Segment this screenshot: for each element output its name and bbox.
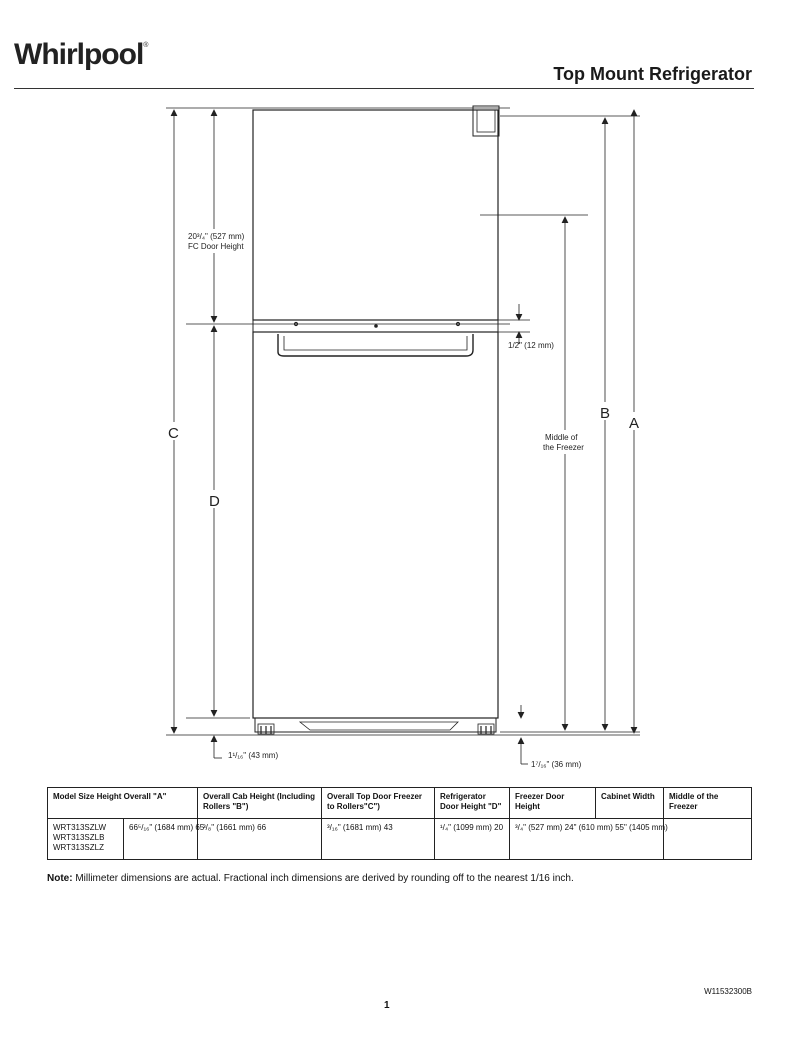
- letter-c: C: [168, 425, 179, 442]
- cell-middle-freezer: [664, 819, 752, 860]
- header-freezer-door-height: Freezer Door Height: [510, 788, 596, 819]
- gap-top-label: 1/2" (12 mm): [508, 341, 554, 350]
- table-header-row: [48, 788, 752, 819]
- refrigerator-door: [253, 332, 498, 718]
- model-2: WRT313SZLB: [53, 833, 105, 842]
- document-number: W11532300B: [704, 987, 752, 996]
- header-top-door: Overall Top Door Freezer to Rollers"C"): [322, 788, 435, 819]
- header-cab-height: Overall Cab Height (Including Rollers "B"): [198, 788, 322, 819]
- model-3: WRT313SZLZ: [53, 843, 104, 852]
- note-label: Note:: [47, 873, 73, 884]
- header-middle-freezer: Middle of the Freezer: [664, 788, 752, 819]
- middle-freezer-caption: the Freezer: [543, 443, 584, 452]
- header-height-overall: Model Size Height Overall "A": [48, 788, 198, 819]
- bottom-right-label: 1⁷/₁₆" (36 mm): [531, 760, 582, 769]
- note-text: Millimeter dimensions are actual. Fractional inch dimensions are derived by rounding off to the nearest 1/16 inch.: [72, 873, 574, 884]
- cell-cab-height: ³/₈" (1661 mm) 66: [198, 819, 322, 860]
- letter-b: B: [600, 405, 611, 422]
- bottom-left-label: 1¹/₁₆" (43 mm): [228, 751, 279, 760]
- freezer-door: [253, 110, 498, 320]
- cell-top-door: ³/₁₆" (1681 mm) 43: [322, 819, 435, 860]
- header-cabinet-width: Cabinet Width: [596, 788, 664, 819]
- door-handle: [278, 334, 473, 356]
- cell-overall-height: 66⁵/₁₆" (1684 mm) 65: [124, 819, 198, 860]
- page-number: 1: [384, 1000, 390, 1011]
- letter-d: D: [209, 493, 220, 510]
- page-title: Top Mount Refrigerator: [553, 64, 752, 84]
- dimension-labels: [166, 229, 643, 769]
- table-row: [48, 819, 752, 860]
- middle-freezer-label: Middle of: [545, 433, 578, 442]
- note: [47, 873, 574, 884]
- cell-fridge-door: ¹/₄" (1099 mm) 20: [435, 819, 510, 860]
- model-1: WRT313SZLW: [53, 823, 107, 832]
- cell-freezer-door-width: ³/₄" (527 mm) 24" (610 mm) 55" (1405 mm): [510, 819, 664, 860]
- letter-a: A: [629, 415, 640, 432]
- header-fridge-door-height: Refrigerator Door Height "D": [435, 788, 510, 819]
- specs-table: [47, 787, 752, 860]
- brand-registered-mark: ®: [143, 42, 148, 49]
- refrigerator-outline: [253, 106, 499, 734]
- fc-door-height-caption: FC Door Height: [188, 242, 244, 251]
- brand-name: Whirlpool: [14, 38, 144, 71]
- fc-door-height-label: 20³/₄" (527 mm): [188, 232, 245, 241]
- model-cell: [48, 819, 124, 860]
